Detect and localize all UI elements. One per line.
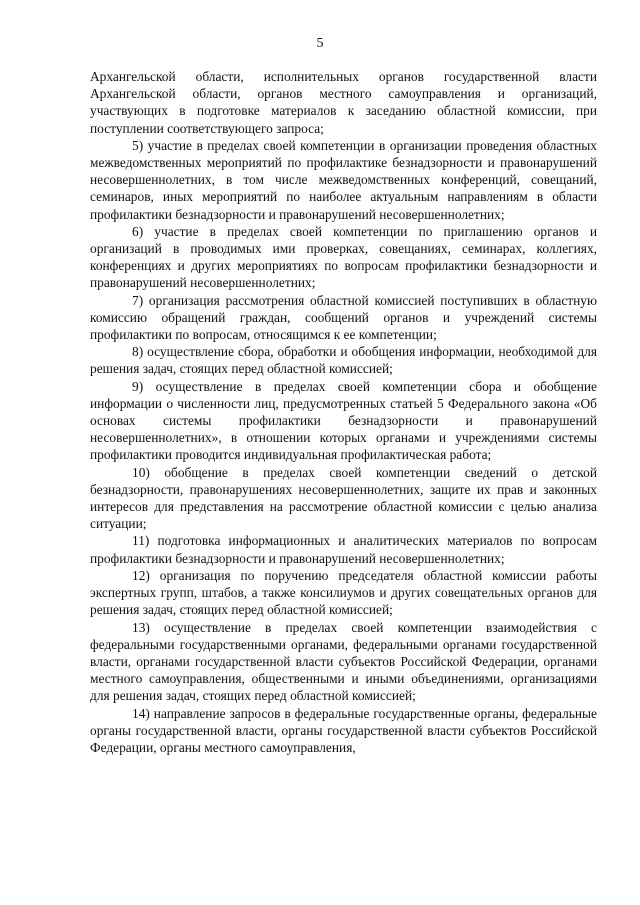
paragraph-item-14: 14) направление запросов в федеральные государственные органы, федеральные органы государственной власти, органы государственной власти субъектов Российской Федерации, органы местного самоуправления, [90,705,597,755]
paragraph-item-13: 13) осуществление в пределах своей компетенции взаимодействия с федеральными государственными органами, федеральными органами государственной власти, органами государственной власти субъектов Российской Федерации, органами местного самоуправления, общественными и иными объединениями, организациями для решения задач, стоящих перед областной комиссией; [90,619,597,704]
paragraph-item-7: 7) организация рассмотрения областной комиссией поступивших в областную комиссию обращений граждан, сообщений органов и учреждений системы профилактики по вопросам, относящимся к ее компетенции; [90,292,597,343]
paragraph-continuation: Архангельской области, исполнительных органов государственной власти Архангельской области, органов местного самоуправления и организаций, участвующих в подготовке материалов к заседанию областной комиссии, при поступлении соответствующего запроса; [90,69,597,136]
paragraph-item-5: 5) участие в пределах своей компетенции в организации проведения областных межведомственных мероприятий по профилактике безнадзорности и правонарушений несовершеннолетних, в том числе межведомственных конференций, совещаний, семинаров, иных мероприятий по наиболее актуальным направлениям в области профилактики безнадзорности и правонарушений несовершеннолетних; [90,137,597,222]
paragraph-item-11: 11) подготовка информационных и аналитических материалов по вопросам профилактики безнадзорности и правонарушений несовершеннолетних; [90,533,597,566]
paragraph-item-6: 6) участие в пределах своей компетенции по приглашению органов и организаций в проводимых ими проверках, совещаниях, семинарах, коллегиях, конференциях и других мероприятиях по вопросам профилактики безнадзорности и правонарушений несовершеннолетних; [90,223,597,291]
document-body [90,68,597,756]
paragraph-item-12: 12) организация по поручению председателя областной комиссии работы экспертных групп, штабов, а также консилиумов и других совещательных органов для решения задач, стоящих перед областной комиссией; [90,567,597,618]
paragraph-item-10: 10) обобщение в пределах своей компетенции сведений о детской безнадзорности, правонарушениях несовершеннолетних, защите их прав и законных интересов для представления на рассмотрение областной комиссии с целью анализа ситуации; [90,464,597,532]
paragraph-item-8: 8) осуществление сбора, обработки и обобщения информации, необходимой для решения задач, стоящих перед областной комиссией; [90,344,597,377]
paragraph-item-9: 9) осуществление в пределах своей компетенции сбора и обобщение информации о численности лиц, предусмотренных статьей 5 Федерального закона «Об основах системы профилактики безнадзорности и правонарушений несовершеннолетних», в отношении которых органами и учреждениями системы профилактики проводится индивидуальная профилактическая работа; [90,378,597,463]
page-number: 5 [316,36,324,51]
